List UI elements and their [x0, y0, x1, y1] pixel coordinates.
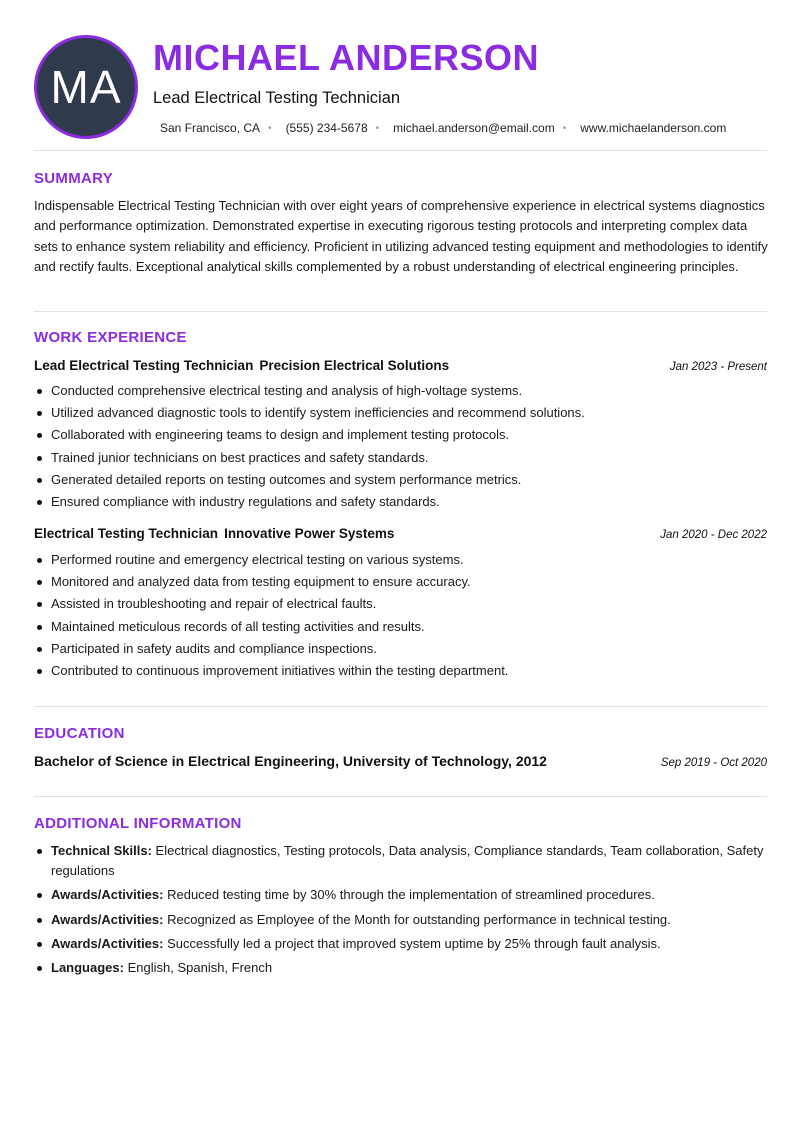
- list-item: Assisted in troubleshooting and repair of electrical faults.: [34, 593, 767, 615]
- candidate-name: MICHAEL ANDERSON: [153, 37, 540, 78]
- contact-website[interactable]: www.michaelanderson.com: [580, 121, 727, 135]
- item-text: Electrical diagnostics, Testing protocols, Data analysis, Compliance standards, Team collaboration, Safety regulations: [51, 843, 764, 878]
- job-dates: Jan 2023 - Present: [669, 361, 767, 373]
- separator-dot-icon: •: [375, 122, 380, 134]
- divider: [34, 150, 767, 151]
- job-dates: Jan 2020 - Dec 2022: [660, 529, 767, 541]
- contact-email[interactable]: michael.anderson@email.com: [393, 121, 555, 135]
- job-header: [34, 358, 767, 373]
- list-item: Performed routine and emergency electrical testing on various systems.: [34, 549, 767, 571]
- item-label: Technical Skills:: [51, 843, 152, 858]
- list-item: [34, 841, 767, 881]
- job-bullet-list: [34, 549, 767, 682]
- list-item: [34, 885, 767, 905]
- education-entry: [34, 753, 767, 769]
- job-title: Lead Electrical Testing Technician: [34, 358, 254, 373]
- additional-info-heading: ADDITIONAL INFORMATION: [34, 815, 242, 832]
- list-item: Monitored and analyzed data from testing equipment to ensure accuracy.: [34, 571, 767, 593]
- job-company: Innovative Power Systems: [224, 526, 395, 541]
- avatar-initials: MA: [50, 61, 122, 113]
- item-label: Awards/Activities:: [51, 887, 164, 903]
- divider: [34, 796, 767, 797]
- education-heading: EDUCATION: [34, 725, 125, 742]
- item-label: Awards/Activities:: [51, 911, 164, 927]
- job-title-line: [34, 526, 394, 541]
- item-text: Recognized as Employee of the Month for outstanding performance in technical testing.: [167, 911, 671, 927]
- list-item: Utilized advanced diagnostic tools to identify system inefficiencies and recommend solutions.: [34, 402, 767, 424]
- list-item: [34, 934, 767, 954]
- list-item: Contributed to continuous improvement initiatives within the testing department.: [34, 660, 767, 682]
- job-header: [34, 526, 767, 541]
- job-bullet-list: [34, 380, 767, 513]
- list-item: Maintained meticulous records of all testing activities and results.: [34, 616, 767, 638]
- additional-info-list: [34, 841, 767, 982]
- item-text: English, Spanish, French: [127, 960, 273, 976]
- list-item: Trained junior technicians on best practices and safety standards.: [34, 447, 767, 469]
- education-dates: Sep 2019 - Oct 2020: [660, 757, 767, 769]
- list-item: Participated in safety audits and compliance inspections.: [34, 638, 767, 660]
- list-item: Generated detailed reports on testing outcomes and system performance metrics.: [34, 469, 767, 491]
- contact-bar: [160, 121, 726, 135]
- list-item: [34, 910, 767, 930]
- avatar: [34, 35, 138, 139]
- work-experience-heading: WORK EXPERIENCE: [34, 329, 187, 346]
- education-degree: Bachelor of Science in Electrical Engineering, University of Technology, 2012: [34, 753, 547, 769]
- item-text: Successfully led a project that improved system uptime by 25% through fault analysis.: [167, 935, 661, 951]
- list-item: [34, 958, 767, 978]
- divider: [34, 311, 767, 312]
- contact-phone: (555) 234-5678: [285, 121, 368, 135]
- list-item: Conducted comprehensive electrical testing and analysis of high-voltage systems.: [34, 380, 767, 402]
- contact-location: San Francisco, CA: [160, 121, 261, 135]
- summary-text: Indispensable Electrical Testing Technician with over eight years of comprehensive experience in electrical systems diagnostics and performance optimization. Demonstrated expertise in executing rigorous testing protocols and interpreting complex data sets to enhance system reliability and efficiency. Proficient in utilizing advanced testing equipment and methodologies to identify and rectify faults. Exceptional analytical skills complemented by a robust understanding of electrical engineering principles.: [34, 198, 768, 274]
- item-text: Reduced testing time by 30% through the implementation of streamlined procedures.: [167, 887, 655, 903]
- separator-dot-icon: •: [268, 122, 272, 134]
- job-company: Precision Electrical Solutions: [259, 358, 450, 373]
- job-title-line: [34, 358, 449, 373]
- divider: [34, 706, 767, 707]
- list-item: Collaborated with engineering teams to design and implement testing protocols.: [34, 424, 767, 446]
- list-item: Ensured compliance with industry regulations and safety standards.: [34, 491, 767, 513]
- job-title: Electrical Testing Technician: [34, 526, 219, 541]
- separator-dot-icon: •: [562, 122, 567, 134]
- item-label: Languages:: [51, 960, 124, 976]
- candidate-title: Lead Electrical Testing Technician: [153, 89, 401, 107]
- summary-heading: SUMMARY: [34, 170, 114, 187]
- item-label: Awards/Activities:: [51, 935, 164, 951]
